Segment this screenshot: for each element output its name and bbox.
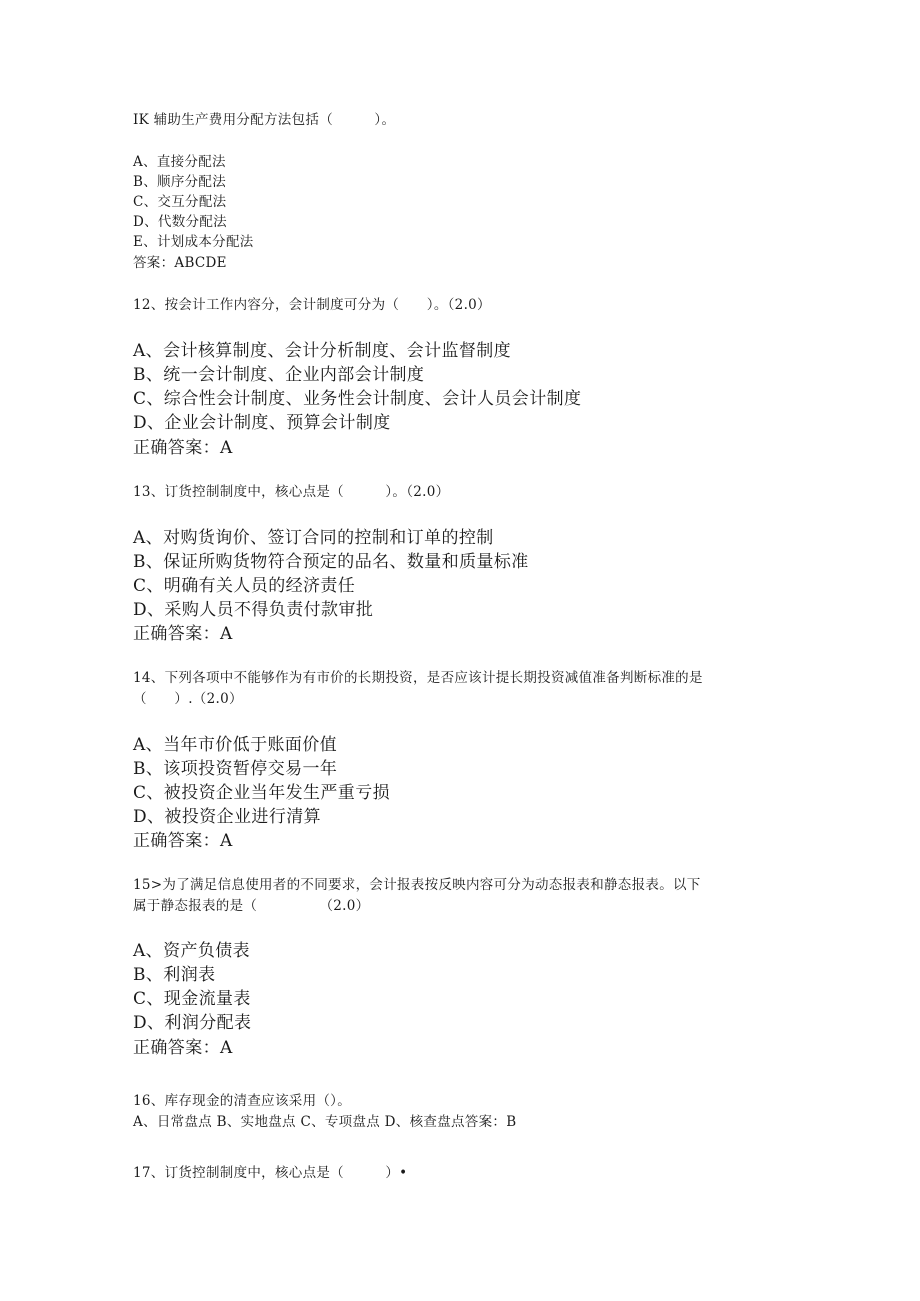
question-11-answer: 答案：ABCDE — [133, 255, 227, 271]
question-14-stem-line2: （ ）.（2.0） — [133, 691, 243, 707]
question-16-stem: 16、库存现金的清查应该采用（）。 — [133, 1093, 352, 1109]
question-14-answer: 正确答案：A — [133, 831, 233, 851]
question-12-option-c: C、综合性会计制度、业务性会计制度、会计人员会计制度 — [133, 389, 582, 409]
question-14-option-d: D、被投资企业进行清算 — [133, 807, 322, 827]
question-15-option-d: D、利润分配表 — [133, 1013, 252, 1033]
question-13-option-d: D、采购人员不得负责付款审批 — [133, 600, 374, 620]
question-11-option-d: D、代数分配法 — [133, 214, 227, 230]
question-11-option-e: E、计划成本分配法 — [133, 234, 254, 250]
question-12-answer: 正确答案：A — [133, 438, 233, 458]
question-12-option-d: D、企业会计制度、预算会计制度 — [133, 413, 391, 433]
question-13-option-c: C、明确有关人员的经济责任 — [133, 576, 356, 596]
question-12-option-a: A、会计核算制度、会计分析制度、会计监督制度 — [133, 341, 512, 361]
question-17-stem: 17、订货控制制度中，核心点是（ ）• — [133, 1165, 408, 1181]
question-15-stem-line1: 15>为了满足信息使用者的不同要求，会计报表按反映内容可分为动态报表和静态报表。以下 — [133, 877, 701, 893]
question-15-option-b: B、利润表 — [133, 965, 216, 985]
question-13-option-b: B、保证所购货物符合预定的品名、数量和质量标准 — [133, 552, 529, 572]
question-15-option-a: A、资产负债表 — [133, 941, 251, 961]
question-11-stem: IK 辅助生产费用分配方法包括（ ）。 — [133, 112, 396, 128]
question-15-stem-line2: 属于静态报表的是（ （2.0） — [133, 898, 370, 914]
question-11-option-a: A、直接分配法 — [133, 154, 226, 170]
question-13-answer: 正确答案：A — [133, 624, 233, 644]
question-16-options: A、日常盘点 B、实地盘点 C、专项盘点 D、核查盘点答案：B — [133, 1114, 517, 1130]
question-14-option-b: B、该项投资暂停交易一年 — [133, 759, 338, 779]
question-14-option-a: A、当年市价低于账面价值 — [133, 735, 338, 755]
question-12-option-b: B、统一会计制度、企业内部会计制度 — [133, 365, 425, 385]
question-13-option-a: A、对购货询价、签订合同的控制和订单的控制 — [133, 528, 494, 548]
question-15-option-c: C、现金流量表 — [133, 989, 251, 1009]
question-11-option-b: B、顺序分配法 — [133, 174, 227, 190]
question-11-option-c: C、交互分配法 — [133, 194, 227, 210]
question-13-stem: 13、订货控制制度中，核心点是（ ）。（2.0） — [133, 484, 450, 500]
question-15-answer: 正确答案：A — [133, 1038, 233, 1058]
question-14-option-c: C、被投资企业当年发生严重亏损 — [133, 783, 391, 803]
question-14-stem-line1: 14、下列各项中不能够作为有市价的长期投资，是否应该计提长期投资减值准备判断标准的是 — [133, 670, 703, 686]
question-12-stem: 12、按会计工作内容分，会计制度可分为（ ）。（2.0） — [133, 297, 491, 313]
